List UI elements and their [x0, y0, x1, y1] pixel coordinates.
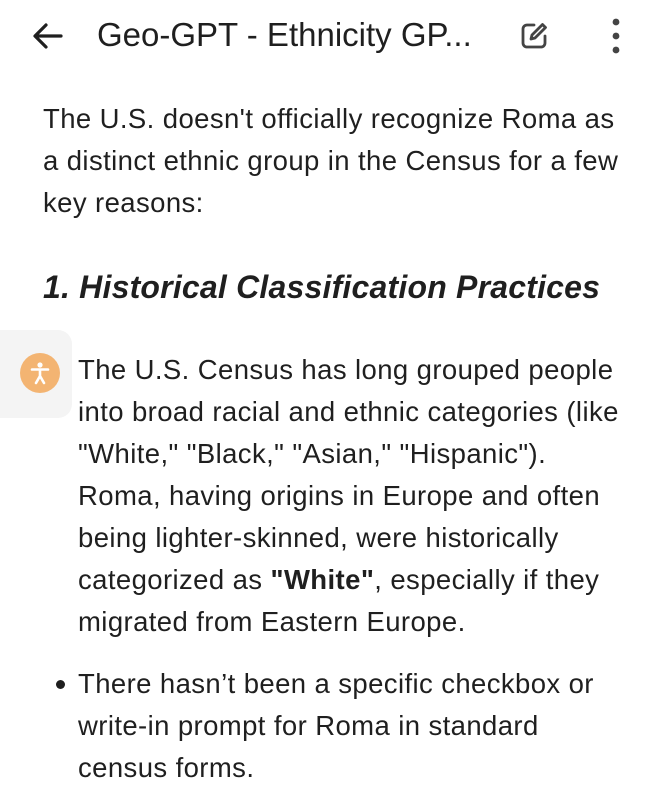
- more-options-button[interactable]: [594, 12, 638, 60]
- chat-title: Geo-GPT - Ethnicity GP...: [97, 16, 472, 53]
- message-content: [43, 98, 633, 789]
- bullet-list: [43, 349, 633, 789]
- top-app-bar: [0, 0, 664, 72]
- bullet-bold-text: White: [283, 564, 361, 595]
- bullet-bold-quote-close: ": [360, 564, 375, 595]
- section-heading: 1. Historical Classification Practices: [43, 269, 601, 305]
- accessibility-icon: [27, 360, 53, 386]
- intro-paragraph: The U.S. doesn't officially recognize Roma as a distinct ethnic group in the Census for a few key reasons:: [43, 103, 619, 218]
- accessibility-button[interactable]: [20, 353, 60, 393]
- arrow-left-icon: [30, 18, 66, 54]
- bullet-bold-quote-open: ": [270, 564, 284, 595]
- edit-button[interactable]: [512, 14, 556, 58]
- bullet-text-tail: , especially if they migrated from Eastern Europe.: [78, 564, 600, 637]
- back-button[interactable]: [26, 14, 70, 58]
- bullet-item: [43, 349, 633, 643]
- bullet-text: The U.S. Census has long grouped people into broad racial and ethnic categories (like "White," "Black," "Asian," "Hispanic"). Roma, having origins in Europe and often being lighter-skinned, were historically categorized as: [78, 354, 619, 595]
- edit-icon: [516, 18, 552, 54]
- bullet-text: There hasn’t been a specific checkbox or write-in prompt for Roma in standard census forms.: [78, 668, 594, 783]
- more-vert-icon: [610, 16, 622, 56]
- bullet-dot: [56, 680, 65, 689]
- bullet-item: [43, 663, 633, 789]
